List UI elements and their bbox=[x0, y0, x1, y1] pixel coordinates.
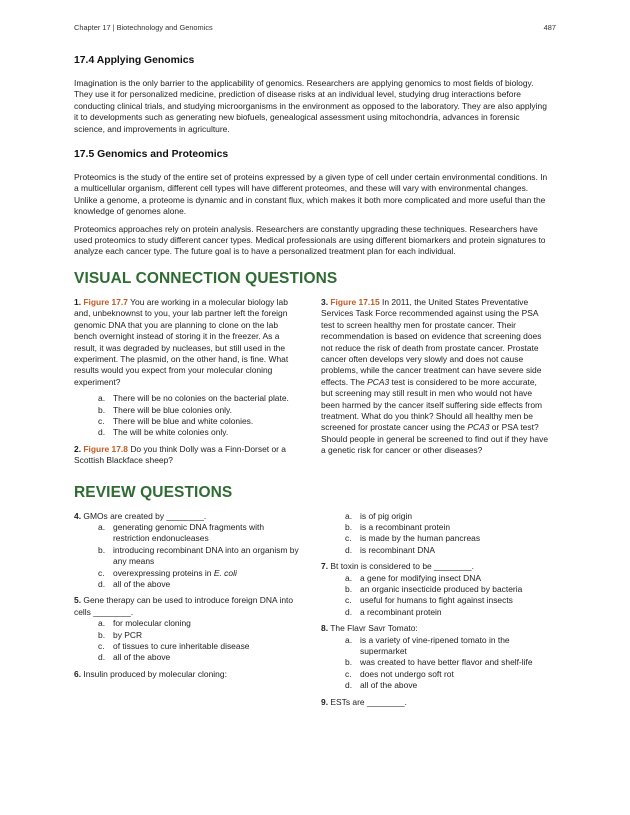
section-17-4-paragraph: Imagination is the only barrier to the applicability of genomics. Researchers are applying genomics to most fields of biology. They use it for personalized medicine, prediction of disease risks at an individual level, studying drug interactions before conducting clinical trials, and studying microorganisms in the environment as opposed to the laboratory. They are also applying it to developments such as generating new biofuels, genealogical assessment using mitochondria, advances in forensic science, and improvements in agriculture. bbox=[74, 78, 547, 134]
question-7-options bbox=[321, 573, 549, 619]
rq-right-column bbox=[321, 511, 549, 714]
question-9: 9. ESTs are ________. bbox=[321, 696, 407, 707]
option-b[interactable]: b. is a recombinant protein bbox=[345, 521, 451, 532]
option-b[interactable]: b. an organic insecticide produced by bacteria bbox=[345, 584, 523, 594]
page-content bbox=[74, 55, 549, 713]
option-d[interactable]: d. The will be white colonies only. bbox=[98, 427, 229, 438]
question-1-options bbox=[74, 393, 302, 439]
option-b[interactable]: b. There will be blue colonies only. bbox=[98, 404, 232, 415]
question-3: 3. Figure 17.15 In 2011, the United States Preventative Services Task Force recommended against using the PSA test to screen healthy men for prostate cancer. Their recommendation is based on evidence that screening does not reduce the risk of death from prostate cancer. Prostate cancer often develops very slowly and does not cause problems, while the cancer treatment can have severe side effects. The PCA3 test is considered to be more accurate, but screening may still result in men who would not have been harmed by the cancer itself suffering side effects from treatment. What do you think? Should all healthy men be screened for prostate cancer using the PCA3 or PSA test? Should people in general be screened to find out if they have a genetic risk for cancer or other diseases? bbox=[321, 296, 549, 456]
option-c[interactable]: c. There will be blue and white colonies. bbox=[98, 415, 254, 426]
option-c[interactable]: c. useful for humans to fight against insects bbox=[345, 595, 513, 606]
vcq-right-column bbox=[321, 297, 549, 472]
page-number: 487 bbox=[543, 23, 556, 32]
question-8-options bbox=[321, 635, 549, 692]
vcq-left-column bbox=[74, 297, 302, 472]
option-b[interactable]: b. by PCR bbox=[98, 629, 143, 640]
question-number: 2. bbox=[74, 443, 82, 454]
figure-17-15-link[interactable]: Figure 17.15 bbox=[330, 296, 380, 307]
option-d[interactable]: d. is recombinant DNA bbox=[345, 544, 436, 555]
section-17-5-paragraph-2: Proteomics approaches rely on protein analysis. Researchers are constantly upgrading these techniques. Researchers have used proteomics to study different cancer types. Medical professionals are using different biomarkers and protein signatures to analyze each cancer type. The future goal is to have a personalized treatment plan for each individual. bbox=[74, 223, 546, 257]
option-a[interactable]: a. generating genomic DNA fragments with restriction endonucleases bbox=[98, 521, 265, 544]
question-text: Do you think Dolly was a Finn-Dorset or a Scottish Blackface sheep? bbox=[74, 443, 286, 466]
question-8: 8. The Flavr Savr Tomato: bbox=[321, 623, 418, 634]
option-d[interactable]: d. all of the above bbox=[98, 652, 171, 663]
review-questions-heading: REVIEW QUESTIONS bbox=[74, 483, 233, 501]
question-number: 3. bbox=[321, 296, 329, 307]
visual-connection-heading: VISUAL CONNECTION QUESTIONS bbox=[74, 269, 338, 287]
review-columns bbox=[74, 511, 549, 714]
question-5: 5. Gene therapy can be used to introduce foreign DNA into cells ________. bbox=[74, 595, 294, 617]
question-5-options bbox=[74, 618, 302, 664]
option-c[interactable]: c. of tissues to cure inheritable disease bbox=[98, 641, 250, 652]
question-1 bbox=[74, 297, 302, 388]
question-6: 6. Insulin produced by molecular cloning: bbox=[74, 668, 227, 679]
chapter-title: Chapter 17 | Biotechnology and Genomics bbox=[74, 23, 213, 32]
question-4: 4. GMOs are created by ________. bbox=[74, 510, 207, 521]
section-17-5-title: 17.5 Genomics and Proteomics bbox=[74, 149, 229, 161]
figure-17-8-link[interactable]: Figure 17.8 bbox=[83, 443, 128, 454]
question-6-options bbox=[321, 511, 549, 557]
option-a[interactable]: a. for molecular cloning bbox=[98, 618, 191, 629]
option-d[interactable]: d. all of the above bbox=[345, 680, 418, 691]
section-17-5-paragraph-1: Proteomics is the study of the entire set of proteins expressed by a given type of cell under certain environmental conditions. In a multicellular organism, different cell types will have different proteomes, and these will vary with environmental changes. Unlike a genome, a proteome is dynamic and in constant flux, which makes it both more complicated and more useful than the knowledge of genomes alone. bbox=[74, 172, 548, 217]
option-a[interactable]: a. a gene for modifying insect DNA bbox=[345, 572, 481, 583]
visual-connection-columns bbox=[74, 297, 549, 472]
option-a[interactable]: a. is a variety of vine-ripened tomato in the supermarket bbox=[345, 634, 510, 657]
option-b[interactable]: b. was created to have better flavor and shelf-life bbox=[345, 657, 533, 668]
page-header bbox=[74, 23, 556, 32]
section-17-4-title: 17.4 Applying Genomics bbox=[74, 55, 195, 66]
option-d[interactable]: d. a recombinant protein bbox=[345, 606, 442, 617]
option-b[interactable]: b. introducing recombinant DNA into an organism by any means bbox=[98, 544, 299, 567]
rq-left-column bbox=[74, 511, 302, 714]
option-c[interactable]: c. does not undergo soft rot bbox=[345, 668, 454, 679]
option-c[interactable]: c. overexpressing proteins in E. coli bbox=[98, 567, 237, 578]
option-d[interactable]: d. all of the above bbox=[98, 579, 171, 589]
question-2 bbox=[74, 444, 302, 467]
question-4-options bbox=[74, 522, 302, 590]
figure-17-7-link[interactable]: Figure 17.7 bbox=[83, 296, 128, 307]
option-c[interactable]: c. is made by the human pancreas bbox=[345, 533, 481, 544]
option-a[interactable]: a. is of pig origin bbox=[345, 510, 413, 521]
option-a[interactable]: a. There will be no colonies on the bacterial plate. bbox=[98, 393, 289, 404]
question-7: 7. Bt toxin is considered to be ________. bbox=[321, 561, 474, 572]
question-text: You are working in a molecular biology lab and, unbeknownst to you, your lab partner left the foreign genomic DNA that you are planning to clone on the lab bench overnight instead of storing it in the freezer. As a result, it was degraded by nucleases, but still used in the experiment. The plasmid, on the other hand, is fine. What results would you expect from your molecular cloning experiment? bbox=[74, 296, 289, 387]
question-number: 1. bbox=[74, 296, 82, 307]
